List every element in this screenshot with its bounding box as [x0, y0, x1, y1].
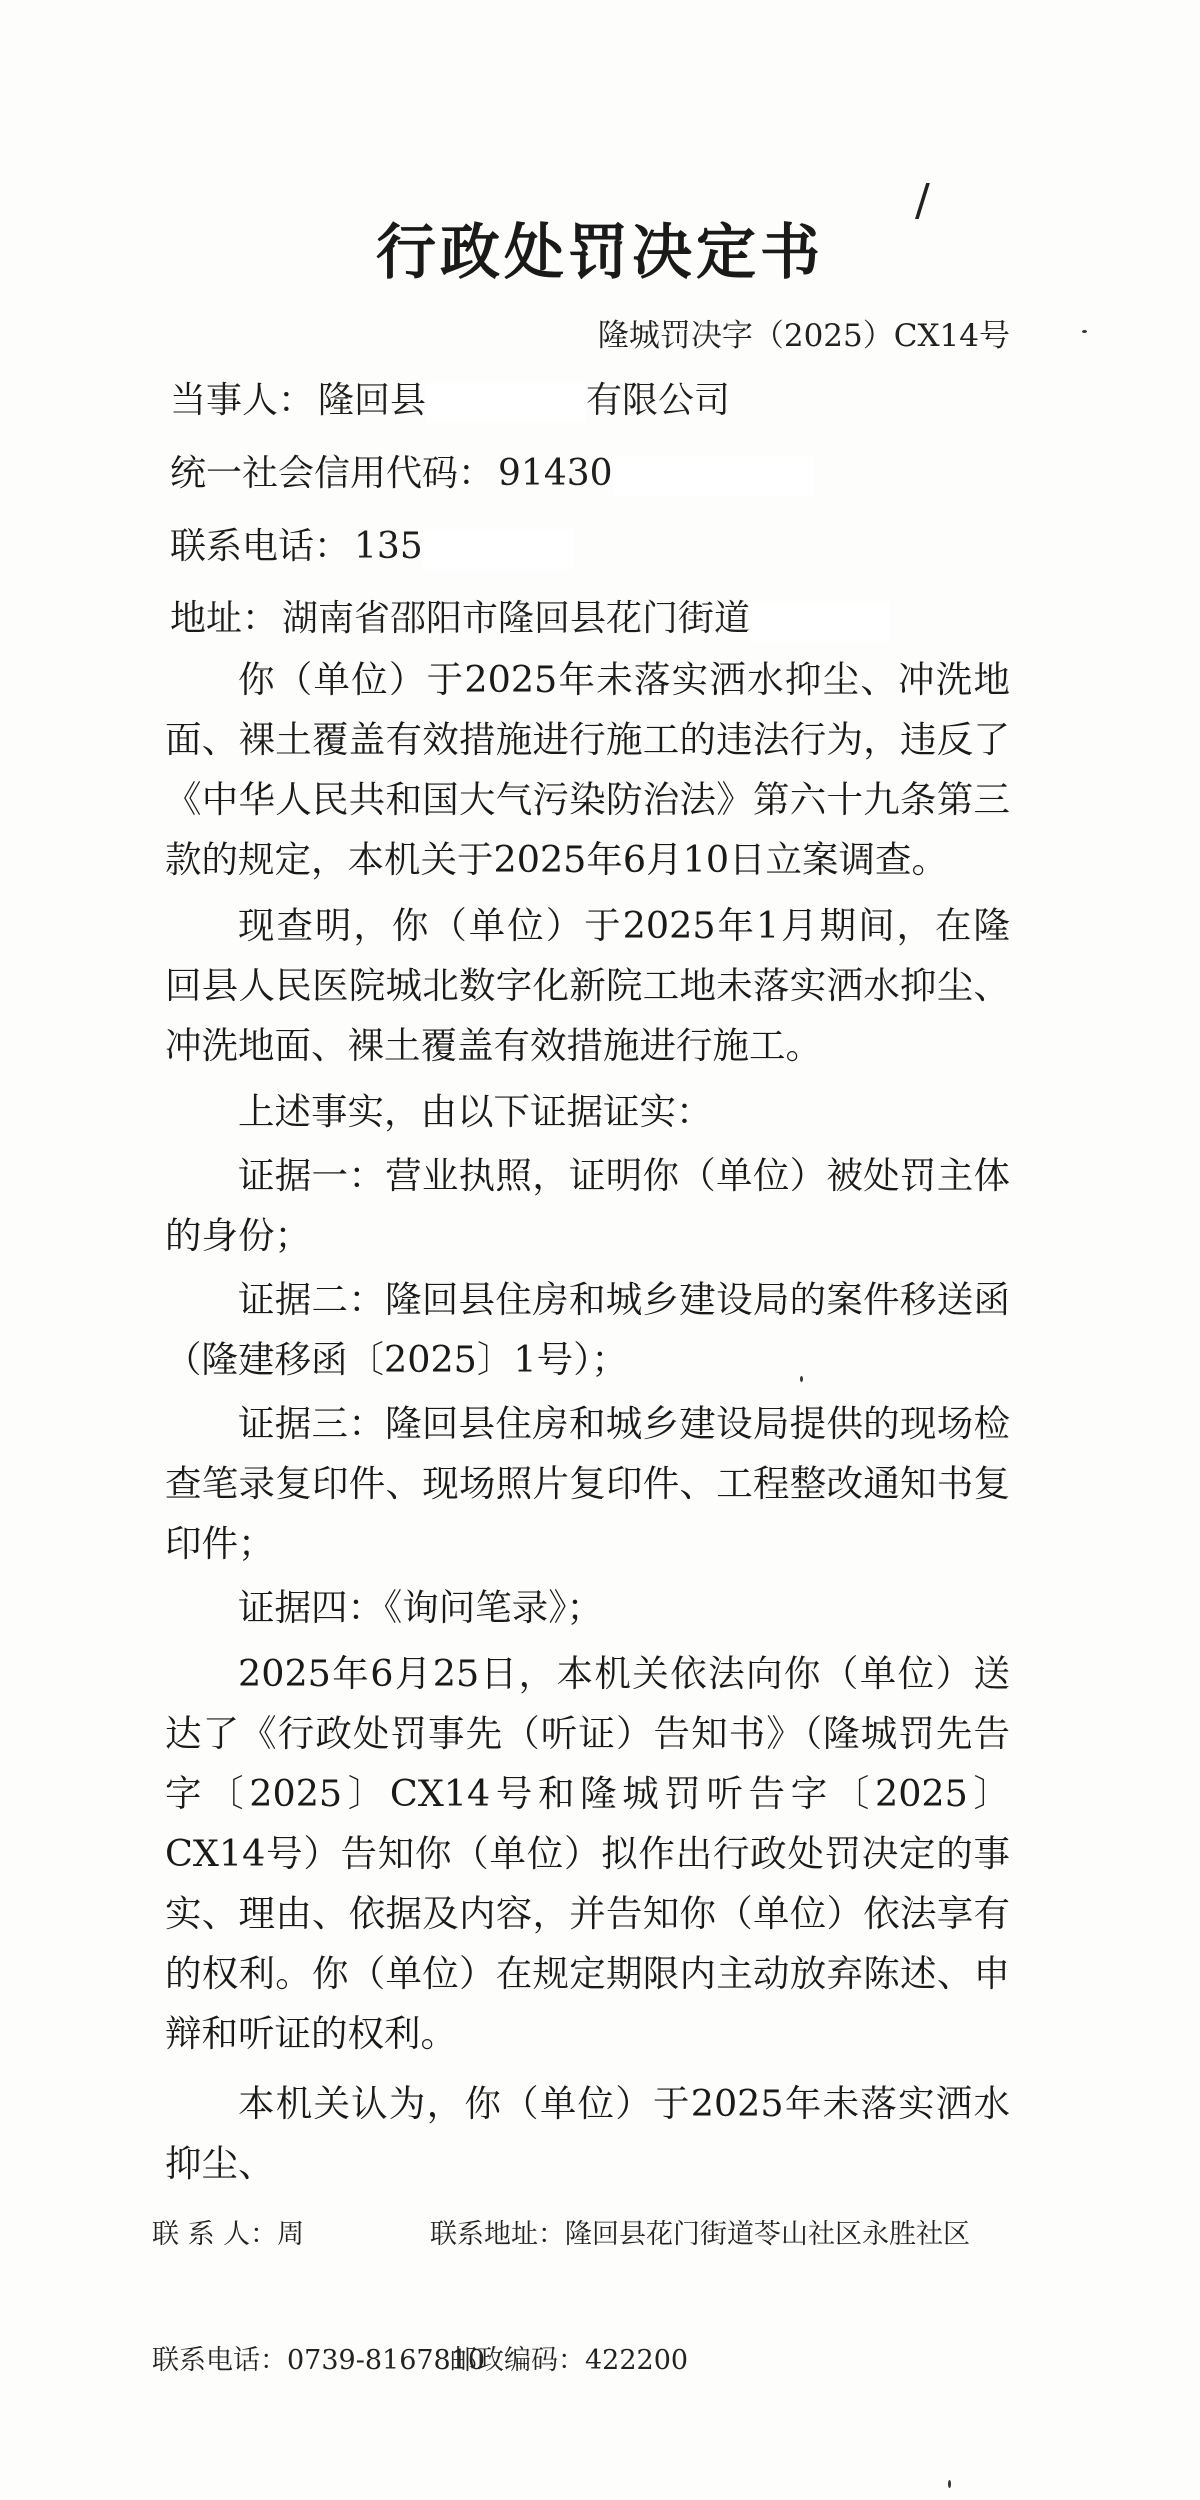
handwritten-stroke: / [915, 175, 930, 226]
address-line [170, 590, 890, 641]
address-label: 地址： [170, 598, 279, 639]
document-number: 隆城罚决字（2025）CX14号 [597, 318, 1010, 354]
scan-speck [800, 1376, 803, 1382]
scan-speck [1082, 330, 1087, 333]
phone-line [170, 518, 573, 569]
phone-label: 联系电话： [170, 526, 351, 567]
document-body [165, 650, 1010, 2194]
evidence-item: 证据二：隆回县住房和城乡建设局的案件移送函（隆建移函〔2025〕1号）； [165, 1278, 1010, 1381]
credit-code-line [170, 445, 813, 496]
footer-contact-phone: 联系电话：0739-8167810 [152, 2345, 486, 2376]
paragraph-conclusion: 本机关认为，你（单位）于2025年未落实洒水抑尘、 [165, 2082, 1010, 2185]
credit-code-value: 91430 [498, 453, 613, 494]
party-suffix: 有限公司 [586, 380, 731, 421]
address-value: 湖南省邵阳市隆回县花门街道 [282, 598, 751, 639]
credit-code-label: 统一社会信用代码： [170, 453, 495, 494]
phone-value: 135 [354, 526, 423, 567]
paragraph-violation: 你（单位）于2025年未落实洒水抑尘、冲洗地面、裸土覆盖有效措施进行施工的违法行为，违反了《中华人民共和国大气污染防治法》第六十九条第三款的规定，本机关于2025年6月10日立案调查。 [165, 658, 1010, 881]
evidence-item: 证据一：营业执照，证明你（单位）被处罚主体的身份； [165, 1154, 1010, 1257]
redaction [750, 601, 890, 641]
party-line [170, 372, 730, 423]
redaction [613, 456, 813, 496]
evidence-item: 证据三：隆回县住房和城乡建设局提供的现场检查笔录复印件、现场照片复印件、工程整改通知书复印件； [165, 1402, 1010, 1565]
paragraph-notice: 2025年6月25日，本机关依法向你（单位）送达了《行政处罚事先（听证）告知书》（隆城罚先告字〔2025〕CX14号和隆城罚听告字〔2025〕CX14号）告知你（单位）拟作出行政处罚决定的事实、理由、依据及内容，并告知你（单位）依法享有的权利。你（单位）在规定期限内主动放弃陈述、申辩和听证的权利。 [165, 1652, 1010, 2055]
party-label: 当事人： [170, 380, 315, 421]
paragraph-findings: 现查明，你（单位）于2025年1月期间，在隆回县人民医院城北数字化新院工地未落实洒水抑尘、冲洗地面、裸土覆盖有效措施进行施工。 [165, 904, 1010, 1067]
footer-postal-code: 邮政编码：422200 [450, 2345, 689, 2376]
scan-speck [948, 2480, 951, 2488]
evidence-item: 证据四：《询问笔录》； [238, 1586, 603, 1629]
party-value: 隆回县 [318, 380, 427, 421]
footer-contact-person: 联 系 人：周 [152, 2219, 305, 2250]
footer-contact-address: 联系地址：隆回县花门街道苓山社区永胜社区 [430, 2219, 970, 2250]
redaction [426, 383, 586, 423]
redaction [423, 529, 573, 569]
document-title: 行政处罚决定书 [376, 218, 824, 288]
paragraph-evidence-intro: 上述事实，由以下证据证实： [238, 1090, 713, 1133]
